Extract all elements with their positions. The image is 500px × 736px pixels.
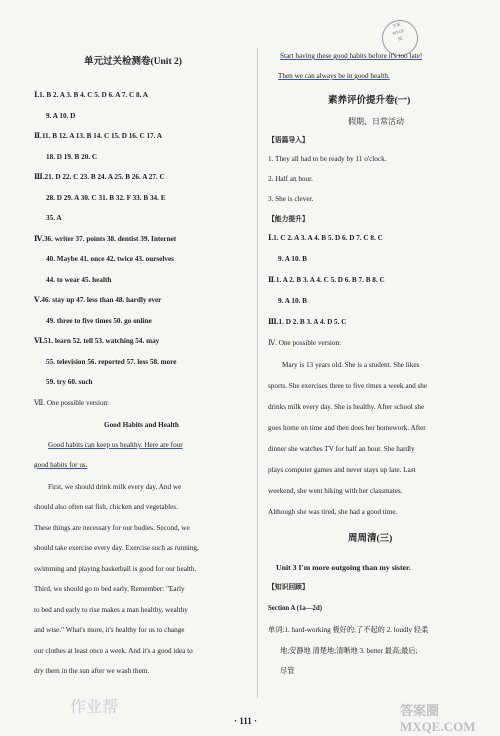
left-title: 单元过关检测卷(Unit 2): [84, 57, 182, 67]
essay-line: goes home on time and then does her homework. After: [268, 424, 426, 432]
answer-line: 9. A 10. D: [46, 112, 76, 120]
essay-line: sports. She exercises three to five times a week and she: [268, 382, 428, 390]
answer-line: Ⅶ. One possible version:: [34, 399, 110, 407]
answer-line: Ⅳ. One possible version:: [268, 339, 342, 347]
essay-line: Mary is 13 years old. She is a student. She likes: [282, 361, 420, 369]
essay-line: dinner she watches TV for half an hour. She hardly: [268, 445, 415, 453]
vocab-line: 地;安静地 清楚地;清晰地 3. better 最高;最后;: [280, 647, 418, 655]
essay-line: good habits for us.: [34, 461, 88, 469]
right-title-2: 周周清(三): [348, 534, 393, 544]
essay-line: our clothes at least once a week. And it's a good idea to: [34, 647, 193, 655]
essay-line: plays computer games and never stays up late. Last: [268, 466, 416, 474]
essay-line: Third, we should go to bed early. Remember: "Early: [34, 585, 185, 593]
column-divider: [257, 48, 258, 698]
section-heading: 【语篇导入】: [268, 137, 309, 144]
answer-line: Ⅳ.36. writer 37. points 38. dentist 39. Internet: [34, 235, 177, 243]
answer-line: Ⅱ.1. A 2. B 3. A 4. C 5. D 6. B 7. B 8. C: [268, 276, 385, 284]
answer-line: Ⅰ.1. C 2. A 3. A 4. B 5. D 6. D 7. C 8. C: [268, 234, 383, 242]
answer-line: Ⅲ.21. D 22. C 23. B 24. A 25. B 26. A 27. C: [34, 173, 165, 181]
answer-line: 49. three to five times 50. go online: [46, 317, 152, 325]
answer-line: 40. Maybe 41. once 42. twice 43. ourselves: [46, 255, 174, 263]
answer-line: 1. They all had to be ready by 11 o'clock.: [268, 155, 387, 163]
answer-line: 28. D 29. A 30. C 31. B 32. F 33. B 34. E: [46, 194, 166, 202]
answer-line: 59. try 60. such: [46, 378, 93, 386]
section-heading: Section A (1a—2d): [268, 605, 322, 612]
right-subtitle: 假期、日常活动: [348, 117, 404, 126]
watermark-right: 答案圈 MXQE.COM: [400, 703, 476, 734]
answer-line: Ⅲ.1. D 2. B 3. A 4. D 5. C: [268, 318, 347, 326]
essay-line: First, we should drink milk every day. And we: [48, 483, 182, 491]
essay-line: and wise." What's more, it's healthy for us to change: [34, 626, 185, 634]
essay-line: weekend, she went hiking with her classmates.: [268, 487, 403, 495]
vocab-line: 尽管: [280, 667, 295, 675]
answer-line: 35. A: [46, 214, 62, 222]
answer-line: 2. Half an hour.: [268, 175, 313, 183]
essay-line: Then we can always be in good health.: [278, 72, 390, 80]
essay-line: drinks milk every day. She is healthy. After school she: [268, 403, 425, 411]
section-heading: 【能力提升】: [268, 216, 309, 223]
essay-title: Good Habits and Health: [104, 421, 179, 429]
essay-line: Although she was tired, she had a good time.: [268, 508, 398, 516]
page-number: · 111 ·: [234, 716, 258, 726]
answer-line: Ⅵ.51. learn 52. tell 53. watching 54. may: [34, 337, 160, 345]
stamp-text: 圈: [397, 35, 403, 42]
answer-line: 9. A 10. B: [278, 255, 307, 263]
stamp-text: MXQE: [391, 27, 405, 36]
essay-line: should take exercise every day. Exercise such as running,: [34, 544, 199, 552]
answer-line: Ⅰ.1. B 2. A 3. B 4. C 5. D 6. A 7. C 8. A: [34, 91, 148, 99]
answer-line: 18. D 19. B 20. C: [46, 153, 98, 161]
section-heading: 【知识回顾】: [268, 584, 309, 591]
essay-line: swimming and playing basketball is good for our health.: [34, 565, 197, 573]
right-title: 素养评价提升卷(一): [328, 96, 411, 106]
vocab-line: 单词:1. hard-working 极好的;了不起的 2. loudly 轻柔: [268, 626, 429, 634]
answer-line: 44. to wear 45. health: [46, 276, 112, 284]
watermark-left: 作业帮: [70, 699, 119, 716]
stamp-text: 答案: [391, 21, 402, 29]
essay-line: These things are necessary for our bodies. Second, we: [34, 524, 190, 532]
essay-line: Start having these good habits before it's too late!: [280, 52, 423, 60]
answer-line: Ⅴ.46. stay up 47. less than 48. hardly ever: [34, 296, 162, 304]
essay-line: to bed and early to rise makes a man healthy, wealthy: [34, 606, 188, 614]
essay-line: should also often eat fish, chicken and vegetables.: [34, 503, 178, 511]
essay-line: Good habits can keep us healthy. Here are four: [48, 441, 183, 449]
answer-line: 9. A 10. B: [278, 297, 307, 305]
answer-line: Ⅱ.11. B 12. A 13. B 14. C 15. D 16. C 17. A: [34, 132, 163, 140]
essay-line: dry them in the sun after we wash them.: [34, 667, 150, 675]
answer-line: 55. television 56. reported 57. less 58. more: [46, 358, 177, 366]
answer-line: 3. She is clever.: [268, 195, 314, 203]
unit-heading: Unit 3 I'm more outgoing than my sister.: [276, 563, 411, 572]
